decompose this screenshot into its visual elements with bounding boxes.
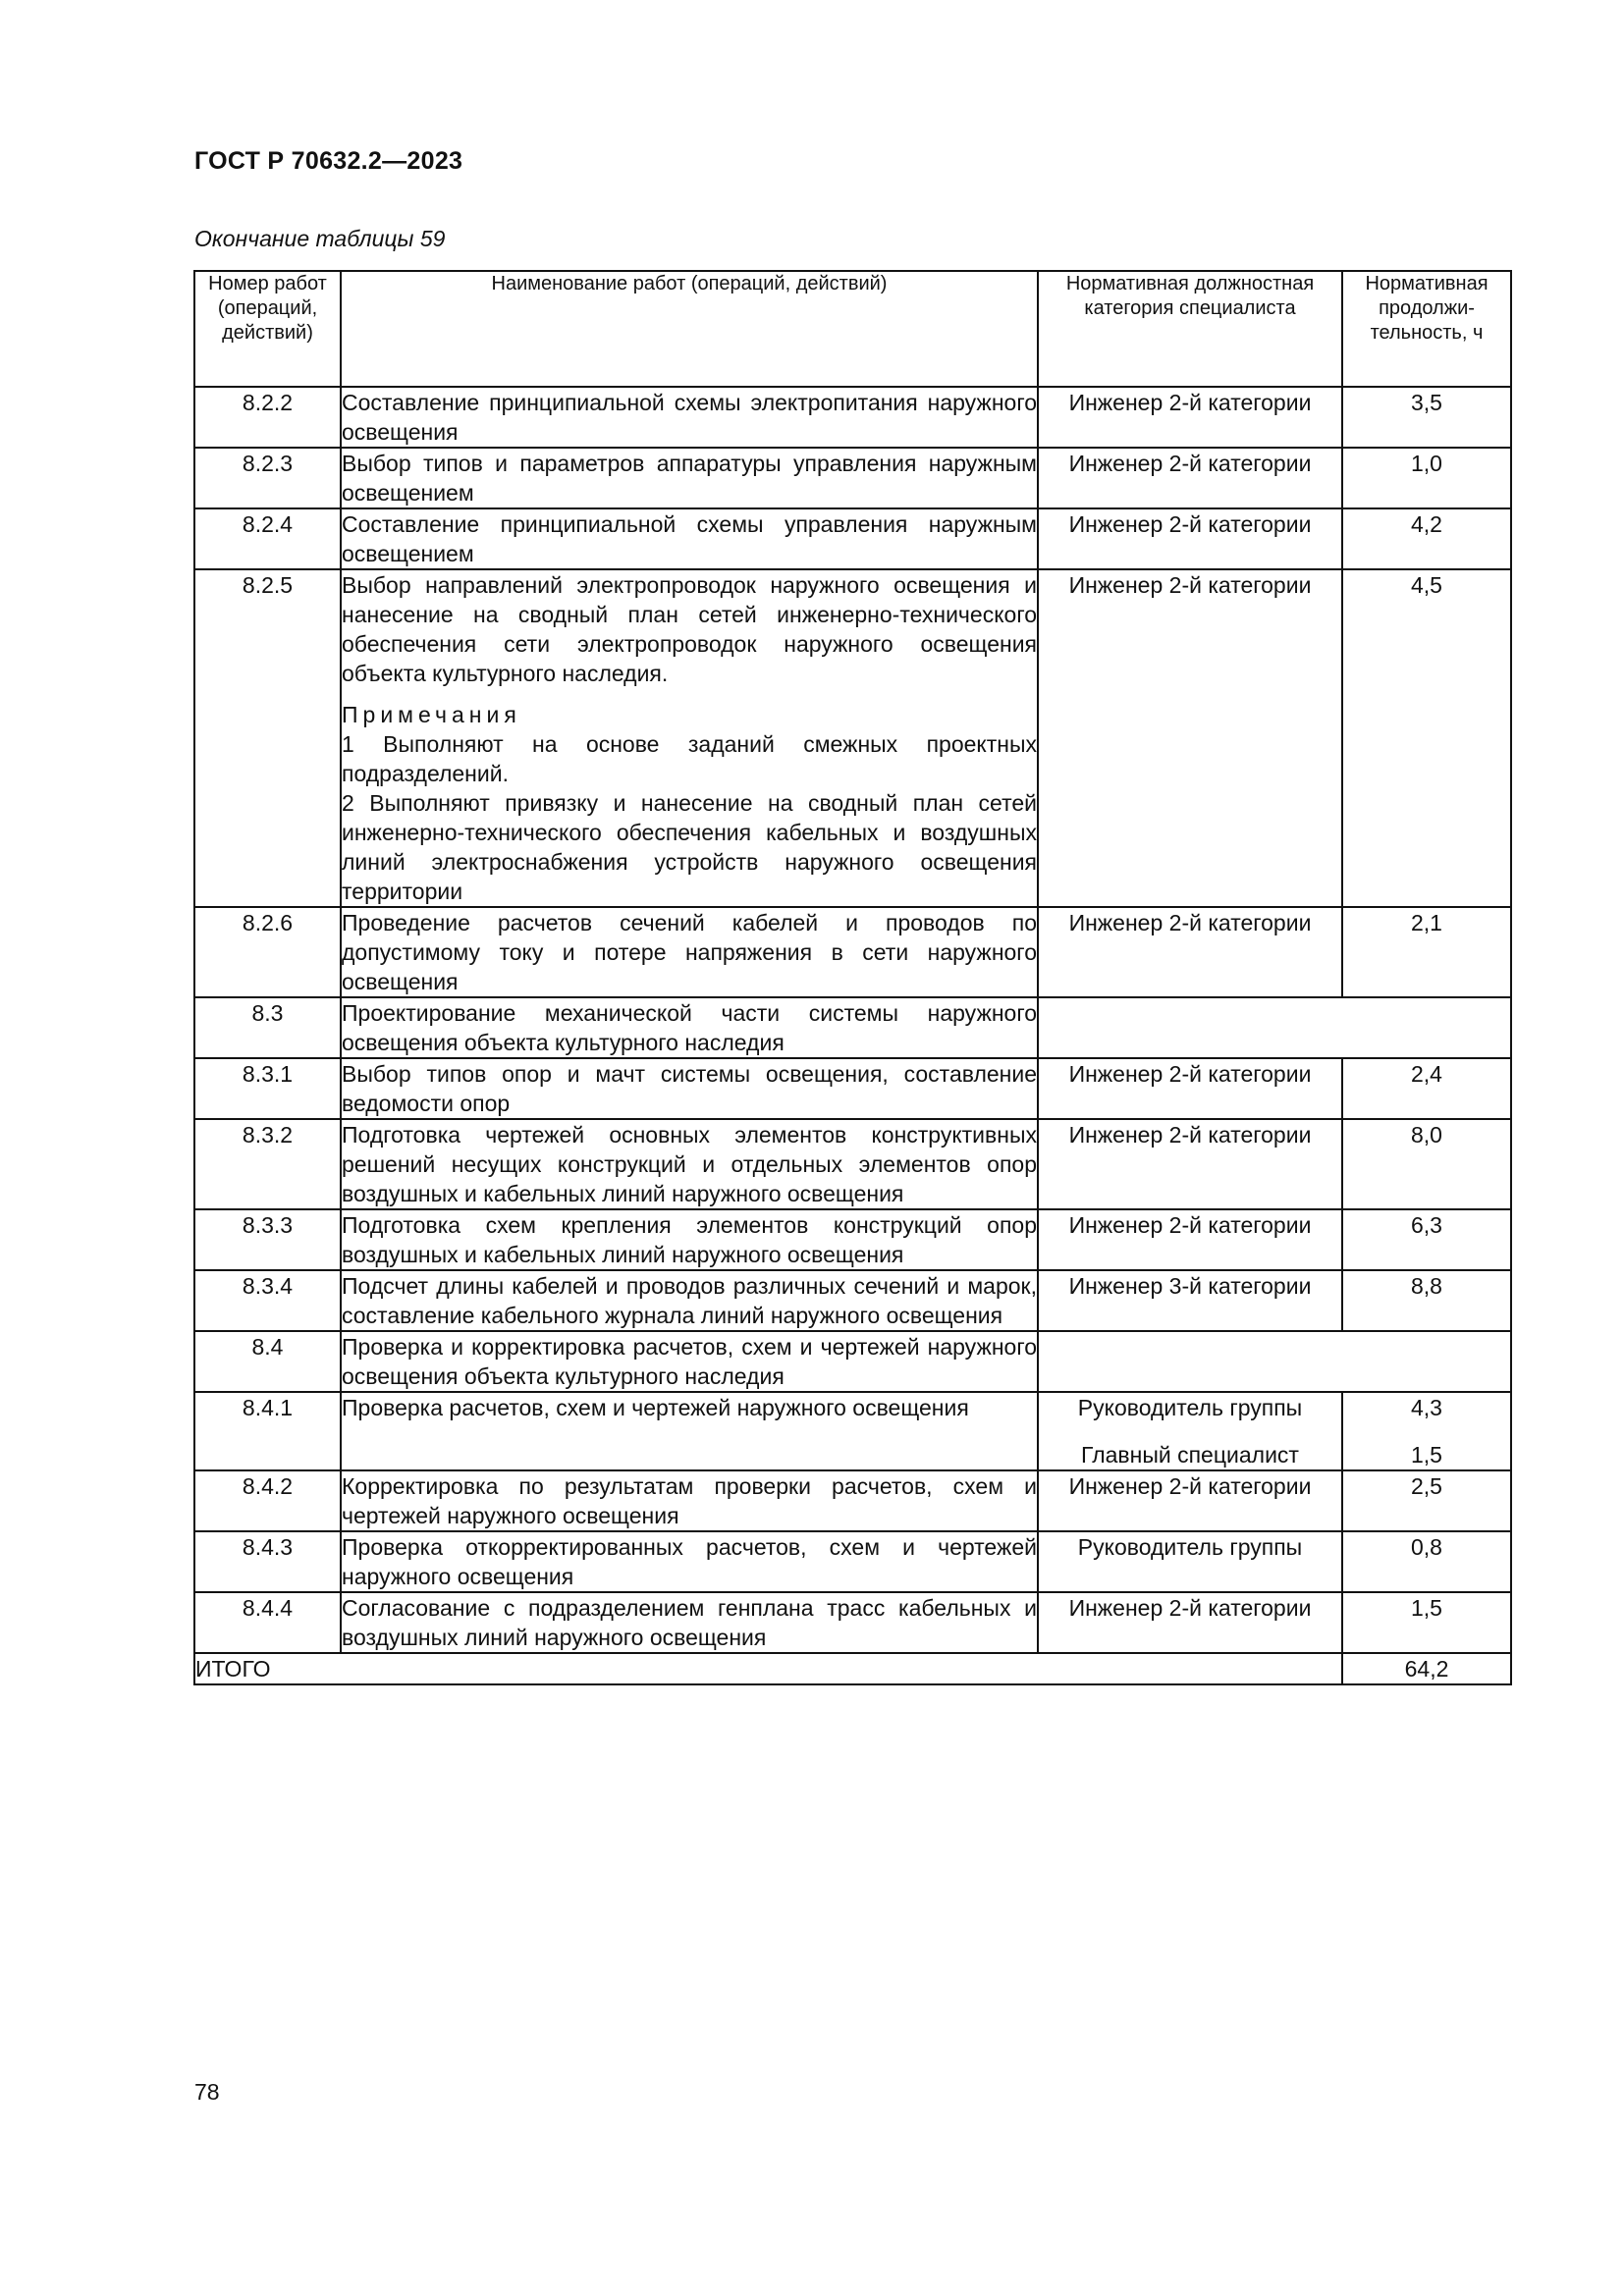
specialist-category: Инженер 2-й категории <box>1038 1470 1342 1531</box>
table-row <box>194 1209 1511 1270</box>
work-number: 8.3.1 <box>194 1058 341 1119</box>
work-name: Проектирование механической части системы наружного освещения объекта культурного наследия <box>341 997 1038 1058</box>
table-header-row <box>194 271 1511 387</box>
specialist-category: Инженер 2-й категории <box>1038 569 1342 907</box>
duration-hours: 8,8 <box>1342 1270 1511 1331</box>
section-row <box>194 1331 1511 1392</box>
work-name: Проверка и корректировка расчетов, схем и чертежей наружного освещения объекта культурного наследия <box>341 1331 1038 1392</box>
notes-title: Примечания <box>342 702 521 727</box>
work-name: Проведение расчетов сечений кабелей и проводов по допустимому току и потере напряжения в сети наружного освещения <box>341 907 1038 997</box>
page-number: 78 <box>194 2079 220 2105</box>
work-norms-table <box>193 270 1512 1685</box>
work-name: Выбор типов опор и мачт системы освещения, составление ведомости опор <box>341 1058 1038 1119</box>
specialist-category: Инженер 2-й категории <box>1038 448 1342 508</box>
work-name: Составление принципиальной схемы управления наружным освещением <box>341 508 1038 569</box>
work-number: 8.3 <box>194 997 341 1058</box>
total-value: 64,2 <box>1342 1653 1511 1684</box>
duration-hours: 2,1 <box>1342 907 1511 997</box>
specialist-category-list <box>1038 1392 1342 1470</box>
note-2: 2 Выполняют привязку и нанесение на сводный план сетей инженерно-технического обеспечения кабельных и воздушных линий электроснабжения устройств наружного освещения территории <box>342 790 1037 904</box>
work-name: Корректировка по результатам проверки расчетов, схем и чертежей наружного освещения <box>341 1470 1038 1531</box>
total-row <box>194 1653 1511 1684</box>
work-name: Проверка откорректированных расчетов, схем и чертежей наружного освещения <box>341 1531 1038 1592</box>
work-name: Подготовка чертежей основных элементов конструктивных решений несущих конструкций и отдельных элементов опор воздушных и кабельных линий наружного освещения <box>341 1119 1038 1209</box>
duration-hours: 4,3 <box>1411 1395 1442 1420</box>
work-name: Выбор направлений электропроводок наружного освещения и нанесение на сводный план сетей инженерно-технического обеспечения сети электропроводок наружного освещения объекта культурного наследия. <box>342 572 1037 686</box>
work-number: 8.3.4 <box>194 1270 341 1331</box>
work-number: 8.4.4 <box>194 1592 341 1653</box>
duration-list <box>1342 1392 1511 1470</box>
column-header-number: Номер работ (операций, действий) <box>194 271 341 387</box>
work-name-with-notes <box>341 569 1038 907</box>
table-row <box>194 1531 1511 1592</box>
duration-hours: 2,4 <box>1342 1058 1511 1119</box>
work-name: Согласование с подразделением генплана трасс кабельных и воздушных линий наружного освещения <box>341 1592 1038 1653</box>
specialist-category: Руководитель группы <box>1038 1531 1342 1592</box>
specialist-category: Инженер 2-й категории <box>1038 1119 1342 1209</box>
work-number: 8.2.6 <box>194 907 341 997</box>
table-row <box>194 1119 1511 1209</box>
duration-hours: 0,8 <box>1342 1531 1511 1592</box>
specialist-category: Инженер 2-й категории <box>1038 1209 1342 1270</box>
specialist-category: Инженер 2-й категории <box>1038 508 1342 569</box>
work-number: 8.3.3 <box>194 1209 341 1270</box>
work-name: Проверка расчетов, схем и чертежей наружного освещения <box>341 1392 1038 1470</box>
work-number: 8.4.3 <box>194 1531 341 1592</box>
work-number: 8.4.1 <box>194 1392 341 1470</box>
total-label: ИТОГО <box>194 1653 1342 1684</box>
table-row <box>194 448 1511 508</box>
table-row <box>194 387 1511 448</box>
duration-hours: 4,5 <box>1342 569 1511 907</box>
duration-hours: 8,0 <box>1342 1119 1511 1209</box>
empty-cell <box>1038 997 1511 1058</box>
work-name: Выбор типов и параметров аппаратуры управления наружным освещением <box>341 448 1038 508</box>
specialist-category: Инженер 2-й категории <box>1038 387 1342 448</box>
duration-hours: 6,3 <box>1342 1209 1511 1270</box>
specialist-category: Инженер 3-й категории <box>1038 1270 1342 1331</box>
duration-hours: 2,5 <box>1342 1470 1511 1531</box>
specialist-category: Инженер 2-й категории <box>1038 907 1342 997</box>
work-number: 8.4 <box>194 1331 341 1392</box>
duration-hours: 4,2 <box>1342 508 1511 569</box>
work-number: 8.2.2 <box>194 387 341 448</box>
duration-hours: 1,5 <box>1411 1442 1442 1468</box>
specialist-category: Руководитель группы <box>1077 1395 1303 1420</box>
table-row <box>194 569 1511 907</box>
section-row <box>194 997 1511 1058</box>
work-name: Подготовка схем крепления элементов конструкций опор воздушных и кабельных линий наружного освещения <box>341 1209 1038 1270</box>
work-number: 8.3.2 <box>194 1119 341 1209</box>
work-name: Подсчет длины кабелей и проводов различных сечений и марок, составление кабельного журнала линий наружного освещения <box>341 1270 1038 1331</box>
specialist-category: Главный специалист <box>1081 1442 1299 1468</box>
work-number: 8.2.3 <box>194 448 341 508</box>
work-number: 8.4.2 <box>194 1470 341 1531</box>
column-header-category: Нормативная должностная категория специалиста <box>1038 271 1342 387</box>
work-number: 8.2.5 <box>194 569 341 907</box>
table-row <box>194 1392 1511 1470</box>
specialist-category: Инженер 2-й категории <box>1038 1592 1342 1653</box>
specialist-category: Инженер 2-й категории <box>1038 1058 1342 1119</box>
notes-block <box>342 700 1037 906</box>
table-row <box>194 1270 1511 1331</box>
empty-cell <box>1038 1331 1511 1392</box>
duration-hours: 3,5 <box>1342 387 1511 448</box>
table-row <box>194 508 1511 569</box>
table-row <box>194 1058 1511 1119</box>
duration-hours: 1,5 <box>1342 1592 1511 1653</box>
table-caption: Окончание таблицы 59 <box>194 226 446 251</box>
column-header-name: Наименование работ (операций, действий) <box>341 271 1038 387</box>
document-code: ГОСТ Р 70632.2—2023 <box>194 147 463 175</box>
work-number: 8.2.4 <box>194 508 341 569</box>
table-row <box>194 1470 1511 1531</box>
table-row <box>194 1592 1511 1653</box>
duration-hours: 1,0 <box>1342 448 1511 508</box>
work-name: Составление принципиальной схемы электропитания наружного освещения <box>341 387 1038 448</box>
note-1: 1 Выполняют на основе заданий смежных проектных подразделений. <box>342 731 1037 786</box>
column-header-duration: Нормативная продолжи-тельность, ч <box>1342 271 1511 387</box>
table-row <box>194 907 1511 997</box>
